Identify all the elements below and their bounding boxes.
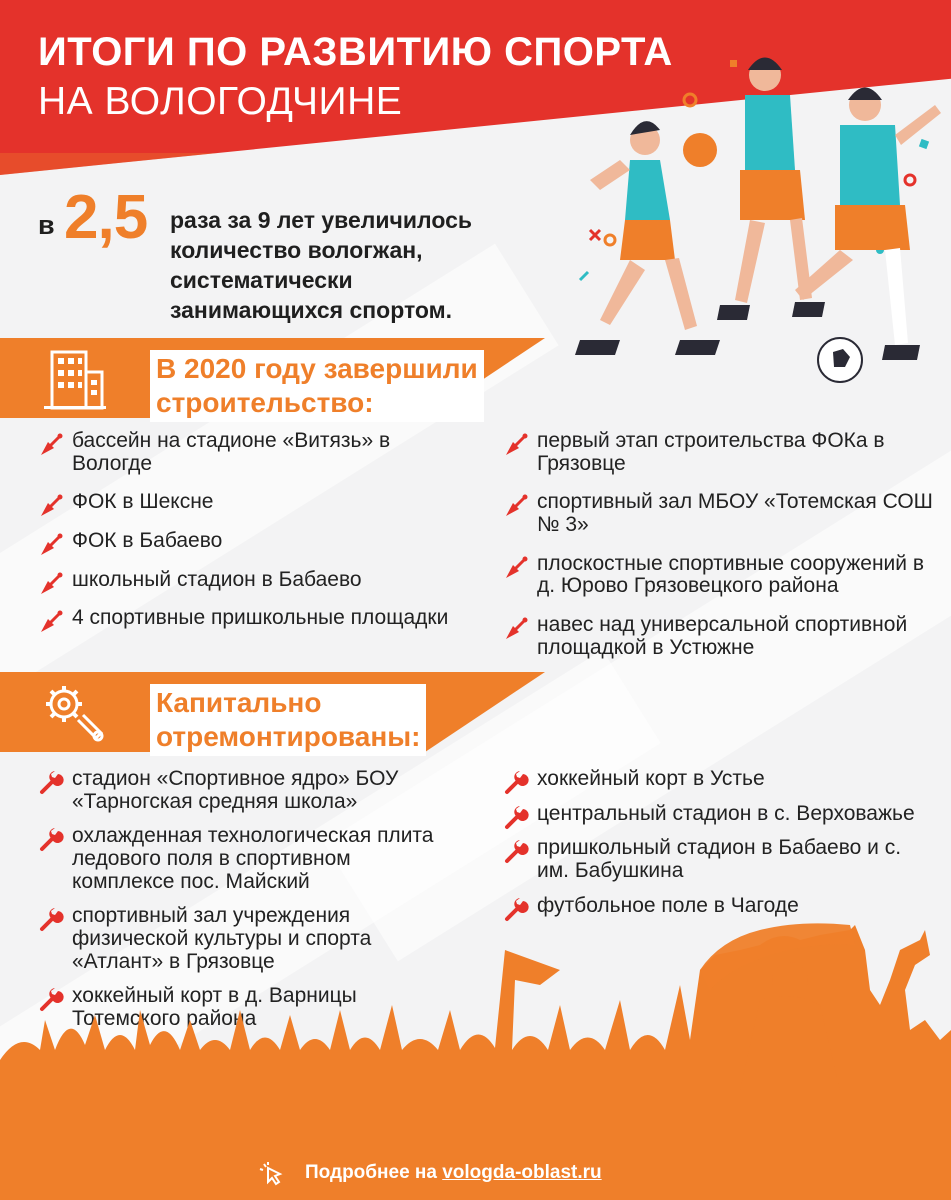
wrench-icon [503, 839, 529, 865]
list-item-text: спортивный зал МБОУ «Тотемская СОШ № 3» [537, 490, 933, 537]
wrench-icon [38, 827, 64, 853]
page-subtitle: НА ВОЛОГОДЧИНЕ [38, 80, 403, 123]
list-item-text: стадион «Спортивное ядро» БОУ «Тарногская средняя школа» [72, 767, 399, 813]
trowel-icon [503, 493, 529, 519]
list-item [38, 607, 458, 630]
list-item [38, 768, 458, 813]
building-icon [38, 342, 108, 412]
wrench-icon [38, 770, 64, 796]
construction-left-list [38, 430, 458, 646]
list-item-text: 4 спортивные пришкольные площадки [72, 606, 449, 630]
gear-wrench-icon [38, 676, 108, 746]
list-item-text: центральный стадион в с. Верховажье [537, 801, 915, 825]
trowel-icon [38, 609, 64, 635]
trowel-icon [38, 571, 64, 597]
list-item-text: навес над универсальной спортивной площадкой в Устюжне [537, 613, 908, 659]
list-item-text: бассейн на стадионе «Витязь» в Вологде [72, 429, 391, 475]
list-item-text: футбольное поле в Чагоде [537, 893, 799, 917]
list-item-text: школьный стадион в Бабаево [72, 567, 362, 591]
list-item-text: ФОК в Бабаево [72, 529, 223, 553]
list-item-text: хоккейный корт в д. Варницы Тотемского района [72, 984, 357, 1031]
list-item-text: плоскостные спортивные сооружений в д. Юрово Грязовецкого района [537, 551, 924, 598]
stat-prefix: в [38, 210, 55, 240]
repair-title-line1: Капитально [156, 687, 322, 718]
athletes-illustration [550, 40, 950, 400]
construction-title-line1: В 2020 году завершили [156, 353, 478, 384]
list-item-text: первый этап строительства ФОКа в Грязовце [537, 429, 885, 475]
repair-right-list [503, 768, 933, 929]
list-item [503, 614, 933, 659]
list-item [503, 768, 933, 791]
list-item [38, 569, 458, 592]
trowel-icon [38, 532, 64, 558]
list-item-text: пришкольный стадион в Бабаево и с. им. Бабушкина [537, 836, 902, 883]
list-item-text: спортивный зал учреждения физической культуры и спорта «Атлант» в Грязовце [72, 904, 372, 973]
stat-description: раза за 9 лет увеличилось количество вологжан, систематически занимающихся спортом. [170, 207, 473, 323]
list-item [503, 430, 933, 475]
footer-label: Подробнее на [305, 1162, 437, 1183]
repair-title-line2: отремонтированы: [156, 721, 421, 753]
list-item [503, 491, 933, 536]
construction-section-title [150, 350, 484, 422]
stat-number: 2,5 [64, 183, 148, 252]
page-title: ИТОГИ ПО РАЗВИТИЮ СПОРТА [38, 30, 673, 74]
footer-link[interactable] [305, 1162, 602, 1184]
trowel-icon [503, 555, 529, 581]
trowel-icon [38, 493, 64, 519]
cursor-click-icon [258, 1160, 286, 1188]
list-item [503, 553, 933, 598]
list-item [38, 825, 458, 893]
list-item [38, 430, 458, 475]
construction-right-list [503, 430, 933, 675]
list-item-text: ФОК в Шексне [72, 490, 214, 514]
list-item [503, 803, 933, 826]
trowel-icon [503, 432, 529, 458]
repair-section-title [150, 684, 426, 756]
trowel-icon [38, 432, 64, 458]
list-item-text: охлажденная технологическая плита ледового поля в спортивном комплексе пос. Майский [72, 824, 434, 893]
trowel-icon [503, 616, 529, 642]
wrench-icon [503, 770, 529, 796]
construction-title-line2: строительство: [156, 387, 374, 419]
footer-url[interactable]: vologda-oblast.ru [442, 1162, 602, 1183]
list-item [38, 491, 458, 514]
list-item [38, 530, 458, 553]
list-item [503, 837, 933, 882]
list-item-text: хоккейный корт в Устье [537, 767, 765, 790]
wrench-icon [503, 805, 529, 831]
crowd-silhouette [0, 910, 951, 1200]
